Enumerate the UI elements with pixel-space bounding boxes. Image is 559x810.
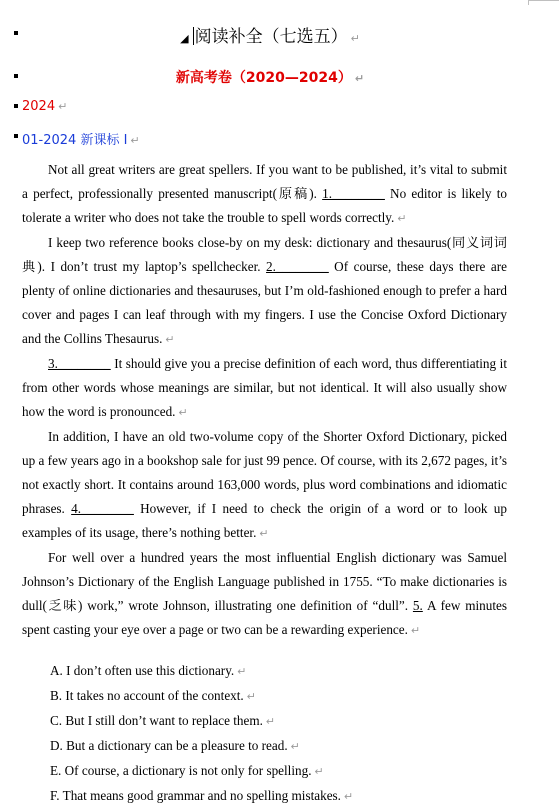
paragraph-text: However, if I need to check the origin of a word or to look up examples of its usage, there’s nothing better. xyxy=(22,501,507,540)
title-text: 阅读补全（七选五） xyxy=(194,27,348,47)
paragraph-mark-icon: ↵ xyxy=(265,716,276,728)
option-text: B. It takes no account of the context. xyxy=(50,688,244,703)
paragraph-text: A few minutes spent casting your eye over a page or two can be a rewarding experience. xyxy=(22,598,507,637)
option-item xyxy=(50,734,353,759)
option-item xyxy=(50,709,353,734)
option-text: D. But a dictionary can be a pleasure to read. xyxy=(50,738,288,753)
paragraph-text: In addition, I have an old two-volume copy of the Shorter Oxford Dictionary, picked up a few years ago in a bookshop sale for just 99 pence. Of course, with its 2,672 pages, it’s not exactly short. It contains around 163,000 words, plus word combinations and idiomatic phrases. xyxy=(22,429,507,516)
document-title xyxy=(0,22,540,47)
answer-blank: 4.________ xyxy=(71,501,134,516)
option-text: F. That means good grammar and no spelling mistakes. xyxy=(50,788,341,803)
passage-paragraph xyxy=(22,425,507,546)
option-item xyxy=(50,659,353,684)
passage-paragraph xyxy=(22,352,507,425)
option-text: E. Of course, a dictionary is not only for spelling. xyxy=(50,763,312,778)
paragraph-mark-icon: ↵ xyxy=(259,528,269,540)
heading-year xyxy=(22,99,67,114)
paragraph-mark-icon: ↵ xyxy=(130,134,140,147)
paragraph-mark-icon: ↵ xyxy=(354,72,365,85)
paragraph-mark-icon: ↵ xyxy=(58,100,68,113)
paragraph-text: For well over a hundred years the most influential English dictionary was Samuel Johnson’s Dictionary of the English Language published in 1755. “To make dictionaries is dull(乏味) work,” wrote Johnson, illustrating one definition of “dull”. xyxy=(22,550,507,613)
option-text: C. But I still don’t want to replace them. xyxy=(50,713,263,728)
heading-section xyxy=(22,129,140,148)
page-corner-marker xyxy=(528,0,559,5)
paragraph-mark-icon: ↵ xyxy=(165,334,175,346)
option-text: A. I don’t often use this dictionary. xyxy=(50,663,235,678)
paragraph-text: I keep two reference books close-by on my desk: dictionary and thesaurus(同义词词典). I don’t trust my laptop’s spellchecker. xyxy=(22,235,507,274)
paragraph-text: No editor is likely to tolerate a writer who does not take the trouble to spell words correctly. xyxy=(22,186,508,225)
passage-paragraph xyxy=(22,231,507,352)
paragraph-mark-icon: ↵ xyxy=(350,32,360,45)
passage xyxy=(22,158,507,643)
paragraph-text: Of course, these days there are plenty of online dictionaries and thesauruses, but I’m old-fashioned enough to prefer a hard cover and pages I can leaf through with my fingers. I use the Concise Oxford Dictionary and the Collins Thesaurus. xyxy=(22,259,507,346)
answer-blank: 5. xyxy=(412,598,423,613)
options-list xyxy=(50,659,353,809)
paragraph-mark-icon: ↵ xyxy=(246,691,256,703)
paragraph-text: It should give you a precise definition of each word, thus differentiating it from other words whose meanings are similar, but not identical. It will also usually show how the word is pronounced. xyxy=(22,356,507,419)
heading-year-text: 2024 xyxy=(22,99,56,114)
bullet-marker xyxy=(14,104,18,108)
paragraph-mark-icon: ↵ xyxy=(314,766,324,778)
passage-paragraph xyxy=(22,158,507,231)
passage-paragraph xyxy=(22,546,507,643)
document-subtitle xyxy=(0,67,540,87)
heading-section-text: 01-2024 新课标 I xyxy=(22,133,128,148)
text-cursor xyxy=(193,27,194,45)
subtitle-text: 新高考卷（2020—2024） xyxy=(175,70,352,86)
paragraph-mark-icon: ↵ xyxy=(397,213,407,225)
paragraph-mark-icon: ↵ xyxy=(237,666,247,678)
collapse-triangle-icon[interactable]: ◢ xyxy=(180,32,189,45)
option-item xyxy=(50,784,353,809)
paragraph-mark-icon: ↵ xyxy=(178,407,188,419)
paragraph-mark-icon: ↵ xyxy=(343,791,354,803)
bullet-marker xyxy=(14,134,18,138)
option-item xyxy=(50,759,353,784)
answer-blank: 2.________ xyxy=(266,259,329,274)
answer-blank: 3.________ xyxy=(48,356,111,371)
option-item xyxy=(50,684,353,709)
paragraph-text: Not all great writers are great spellers. If you want to be published, it’s vital to submit a perfect, professionally presented manuscript(原稿). xyxy=(22,162,507,201)
paragraph-mark-icon: ↵ xyxy=(410,625,421,637)
paragraph-mark-icon: ↵ xyxy=(290,741,300,753)
answer-blank: 1.________ xyxy=(322,186,385,201)
